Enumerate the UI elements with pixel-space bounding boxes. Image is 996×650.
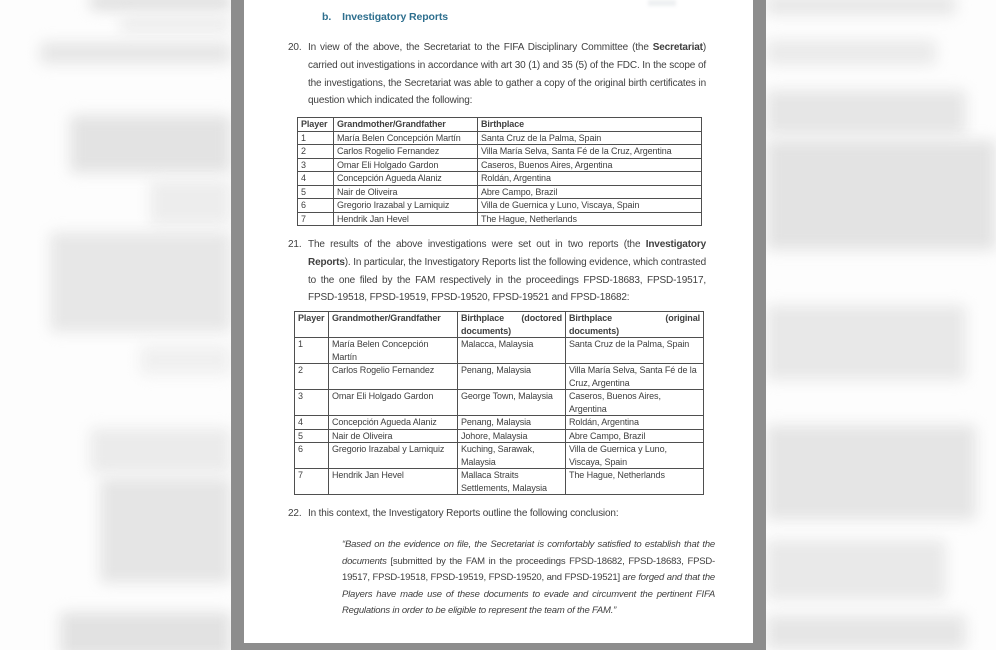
paragraph-text: [308, 236, 706, 307]
text-run: ). In particular, the Investigatory Reports list the following evidence, which contrasted to the one filed by the FAM respectively in the proceedings FPSD-18683, FPSD-19517, FPSD-19518, FPSD-19519, FPSD-19520, FPSD-19521 and FPSD-18682:: [308, 256, 706, 304]
paragraph-20: [288, 39, 706, 110]
conclusion-quote: [342, 537, 715, 620]
table-cell: Abre Campo, Brazil: [566, 429, 704, 443]
table-cell: Santa Cruz de la Palma, Spain: [478, 131, 702, 145]
table-cell: 2: [298, 145, 334, 159]
table-cell: Santa Cruz de la Palma, Spain: [566, 338, 704, 364]
table-cell: 4: [295, 416, 329, 430]
table-cell: 7: [295, 469, 329, 495]
table-cell: 5: [295, 429, 329, 443]
table-cell: 5: [298, 185, 334, 199]
page-top-artifact: [648, 0, 676, 6]
table-header-cell: Player: [298, 118, 334, 132]
table-row: [298, 172, 702, 186]
table-header-cell: Birthplace (doctored documents): [458, 312, 566, 338]
text-run-bold: Investigatory Reports: [308, 239, 706, 268]
table-row: [298, 131, 702, 145]
blur-smudge: [40, 42, 231, 64]
paragraph-text: [308, 505, 706, 523]
table-cell: Villa María Selva, Santa Fé de la Cruz, Argentina: [478, 145, 702, 159]
table-row: [295, 429, 704, 443]
table-header-row: [295, 312, 704, 338]
table-cell: Carlos Rogelio Fernandez: [334, 145, 478, 159]
blur-smudge: [100, 478, 231, 583]
text-run: ) carried out investigations in accordance with art 30 (1) and 35 (5) of the FDC. In the scope of the investigations, the Secretariat was able to gather a copy of the original birth certificates in question which indicated the following:: [308, 42, 706, 107]
table-cell: 1: [298, 131, 334, 145]
table-cell: The Hague, Netherlands: [566, 469, 704, 495]
table-cell: 6: [298, 199, 334, 213]
birth-certificates-table: [297, 117, 702, 226]
table-cell: 3: [298, 158, 334, 172]
table-cell: 2: [295, 364, 329, 390]
table-cell: Villa de Guernica y Luno, Viscaya, Spain: [478, 199, 702, 213]
text-run: In view of the above, the Secretariat to the FIFA Disciplinary Committee (the: [308, 42, 653, 53]
text-run-bold: Secretariat: [652, 42, 703, 53]
quote-italic-run: are forged and that the Players have made use of these documents to evade and circumvent the pertinent FIFA Regulations in order to be eligible to represent the team of the FAM.”: [342, 572, 716, 617]
table-cell: Hendrik Jan Hevel: [329, 469, 458, 495]
table-cell: Gregorio Irazabal y Lamiquiz: [334, 199, 478, 213]
table-row: [295, 364, 704, 390]
table-header-cell: Grandmother/Grandfather: [329, 312, 458, 338]
table-cell: Concepción Agueda Alaniz: [329, 416, 458, 430]
quote-italic-run: “Based on the evidence on file, the Secretariat is comfortably satisfied to establish that the documents: [342, 539, 715, 567]
section-heading: [322, 11, 448, 23]
paragraph-21: [288, 236, 706, 307]
table-cell: Roldán, Argentina: [566, 416, 704, 430]
table-cell: Carlos Rogelio Fernandez: [329, 364, 458, 390]
paragraph-text: [308, 39, 706, 110]
table-cell: Nair de Oliveira: [329, 429, 458, 443]
table-cell: Hendrik Jan Hevel: [334, 212, 478, 226]
table-cell: Nair de Oliveira: [334, 185, 478, 199]
table-cell: Kuching, Sarawak, Malaysia: [458, 443, 566, 469]
table-row: [298, 212, 702, 226]
table-cell: The Hague, Netherlands: [478, 212, 702, 226]
table-cell: Gregorio Irazabal y Lamiquiz: [329, 443, 458, 469]
blur-smudge: [90, 428, 231, 473]
table-cell: Roldán, Argentina: [478, 172, 702, 186]
table-cell: Mallaca Straits Settlements, Malaysia: [458, 469, 566, 495]
blur-smudge: [120, 16, 231, 32]
document-page: [244, 0, 753, 643]
blur-smudge: [766, 305, 966, 380]
table-header-cell: Birthplace (original documents): [566, 312, 704, 338]
table-cell: Penang, Malaysia: [458, 364, 566, 390]
text-run: The results of the above investigations were set out in two reports (the: [308, 239, 646, 250]
blur-smudge: [766, 40, 936, 65]
table-header-cell: Player: [295, 312, 329, 338]
blurred-page-right: [766, 0, 996, 650]
blur-smudge: [766, 0, 956, 15]
blur-smudge: [766, 140, 996, 250]
blur-smudge: [766, 540, 946, 600]
blur-smudge: [70, 115, 231, 173]
blur-smudge: [766, 90, 966, 135]
table-header-cell: Birthplace: [478, 118, 702, 132]
table-cell: Caseros, Buenos Aires, Argentina: [566, 390, 704, 416]
table-cell: Omar Eli Holgado Gardon: [329, 390, 458, 416]
table-row: [298, 145, 702, 159]
table-header-row: [298, 118, 702, 132]
table-cell: 6: [295, 443, 329, 469]
table-cell: 7: [298, 212, 334, 226]
section-heading-prefix: b.: [322, 11, 332, 23]
paragraph-22: [288, 505, 706, 523]
table-cell: George Town, Malaysia: [458, 390, 566, 416]
table-cell: Villa María Selva, Santa Fé de la Cruz, Argentina: [566, 364, 704, 390]
blur-smudge: [766, 425, 976, 520]
table-cell: Penang, Malaysia: [458, 416, 566, 430]
table-row: [298, 158, 702, 172]
blur-smudge: [60, 612, 231, 650]
table-row: [295, 416, 704, 430]
table-header-cell: Grandmother/Grandfather: [334, 118, 478, 132]
table-row: [295, 469, 704, 495]
table-row: [298, 185, 702, 199]
table-row: [295, 443, 704, 469]
paragraph-number: 21.: [288, 239, 302, 250]
paragraph-number: 20.: [288, 42, 302, 53]
table-cell: 1: [295, 338, 329, 364]
blur-smudge: [90, 0, 231, 10]
evidence-comparison-table: [294, 311, 704, 495]
table-cell: 4: [298, 172, 334, 186]
table-row: [298, 199, 702, 213]
table-cell: Omar Eli Holgado Gardon: [334, 158, 478, 172]
table-row: [295, 390, 704, 416]
blur-smudge: [50, 232, 231, 332]
table-cell: Caseros, Buenos Aires, Argentina: [478, 158, 702, 172]
blurred-page-left: [0, 0, 231, 650]
blur-smudge: [140, 345, 231, 375]
quote-roman-run: [submitted by the FAM in the proceedings FPSD-18682, FPSD-18683, FPSD-19517, FPSD-19518, FPSD-19519, FPSD-19520, and FPSD-19521]: [342, 555, 715, 584]
blur-smudge: [766, 615, 966, 650]
table-cell: Johore, Malaysia: [458, 429, 566, 443]
table-cell: María Belen Concepción Martín: [329, 338, 458, 364]
table-row: [295, 338, 704, 364]
paragraph-number: 22.: [288, 508, 302, 519]
table-cell: Abre Campo, Brazil: [478, 185, 702, 199]
table-cell: María Belen Concepción Martín: [334, 131, 478, 145]
table-cell: Concepción Agueda Alaniz: [334, 172, 478, 186]
table-cell: 3: [295, 390, 329, 416]
table-cell: Villa de Guernica y Luno, Viscaya, Spain: [566, 443, 704, 469]
blur-smudge: [150, 180, 231, 225]
table-cell: Malacca, Malaysia: [458, 338, 566, 364]
text-run: In this context, the Investigatory Reports outline the following conclusion:: [308, 508, 619, 519]
section-heading-title: Investigatory Reports: [342, 11, 448, 23]
